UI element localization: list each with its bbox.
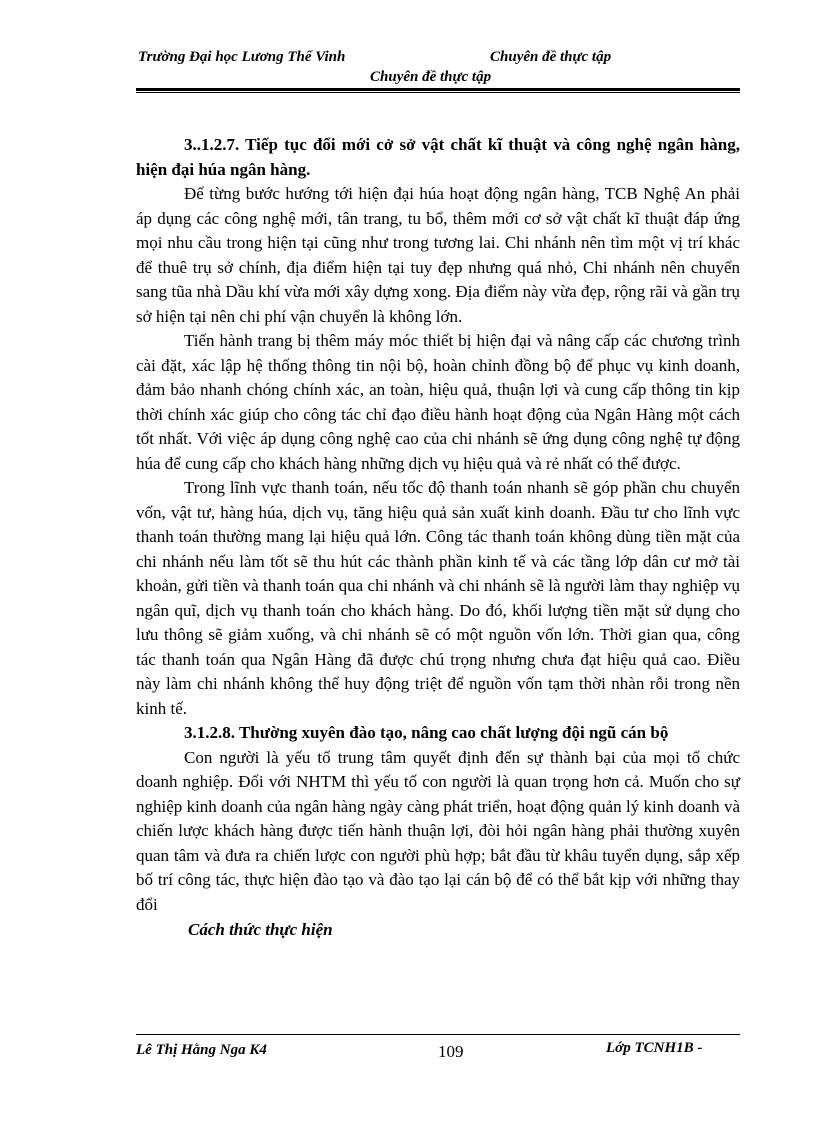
document-body	[136, 133, 740, 943]
paragraph: Tiến hành trang bị thêm máy móc thiết bị hiện đại và nâng cấp các chương trình cài đặt, xác lập hệ thống thông tin nội bộ, hoàn chỉnh đồng bộ để phục vụ kinh doanh, đảm bảo nhanh chóng chính xác, an toàn, hiệu quả, thuận lợi và cung cấp thông tin kịp thời chính xác giúp cho công tác chỉ đạo điều hành hoạt động của Ngân Hàng một cách tốt nhất. Với việc áp dụng công nghệ cao của chi nhánh sẽ ứng dụng công nghệ tự động húa để cung cấp cho khách hàng những dịch vụ hiệu quả và rẻ nhất có thể được.	[136, 331, 740, 473]
footer-divider	[136, 1034, 740, 1035]
subheading-implementation: Cách thức thực hiện	[188, 920, 333, 939]
paragraph: Trong lĩnh vực thanh toán, nếu tốc độ thanh toán nhanh sẽ góp phần chu chuyển vốn, vật tư, hàng húa, dịch vụ, tăng hiệu quả sản xuất kinh doanh. Đầu tư cho lĩnh vực thanh toán thường mang lại hiệu quả lớn. Công tác thanh toán không dùng tiền mặt của chi nhánh nếu làm tốt sẽ thu hút các thành phần kinh tế và các tầng lớp dân cư mở tài khoản, gửi tiền và thanh toán qua chi nhánh và chi nhánh sẽ là người làm thay nghiệp vụ ngân quĩ, dịch vụ thanh toán cho khách hàng. Do đó, khối lượng tiền mặt sử dụng cho lưu thông sẽ giảm xuống, và chi nhánh sẽ có một nguồn vốn lớn. Thời gian qua, công tác thanh toán qua Ngân Hàng đã được chú trọng nhưng chưa đạt hiệu quả cao. Điều này làm chi nhánh không thể huy động triệt để nguồn vốn tạm thời nhàn rỗi trong nền kinh tế.	[136, 478, 740, 718]
header-divider	[136, 88, 740, 91]
footer-class: Lớp TCNH1B -	[606, 1040, 703, 1056]
header-divider-thin	[136, 92, 740, 93]
section-heading-3-1-2-8: 3.1.2.8. Thường xuyên đào tạo, nâng cao chất lượng đội ngũ cán bộ	[184, 723, 669, 742]
footer-author: Lê Thị Hằng Nga K4	[136, 1042, 267, 1058]
page-number: 109	[438, 1042, 464, 1061]
header-topic-center: Chuyên đề thực tập	[370, 69, 492, 85]
page-header	[138, 49, 738, 69]
paragraph: Con người là yếu tố trung tâm quyết định đến sự thành bại của mọi tổ chức doanh nghiệp. Đối với NHTM thì yếu tố con người là quan trọng hơn cả. Muốn cho sự nghiệp kinh doanh của ngân hàng ngày càng phát triển, hoạt động quản lý kinh doanh và chiến lược khách hàng được tiến hành thuận lợi, đòi hỏi ngân hàng phải thường xuyên quan tâm và đưa ra chiến lược con người phù hợp; bắt đầu từ khâu tuyển dụng, sắp xếp bố trí công tác, thực hiện đào tạo và đào tạo lại cán bộ để có thể bắt kịp với những thay đổi	[136, 747, 740, 914]
header-topic-right: Chuyên đề thực tập	[490, 49, 612, 65]
section-heading-3-1-2-7: 3..1.2.7. Tiếp tục đổi mới cở sở vật chất kĩ thuật và công nghệ ngân hàng, hiện đại húa ngân hàng.	[136, 135, 740, 179]
header-school-name: Trường Đại học Lương Thế Vinh	[138, 49, 346, 65]
paragraph: Để từng bước hướng tới hiện đại húa hoạt động ngân hàng, TCB Nghệ An phải áp dụng các công nghệ mới, tân trang, tu bổ, thêm mới cơ sở vật chất kĩ thuật đáp ứng mọi nhu cầu trong hiện tại cũng như trong tương lai. Chi nhánh nên tìm một vị trí khác để thuê trụ sở chính, địa điểm hiện tại tuy đẹp nhưng quá nhỏ, Chi nhánh nên chuyển sang tũa nhà Dầu khí vừa mới xây dựng xong. Địa điểm này vừa đẹp, rộng rãi và gần trụ sở hiện tại nên chi phí vận chuyển là không lớn.	[136, 184, 740, 326]
